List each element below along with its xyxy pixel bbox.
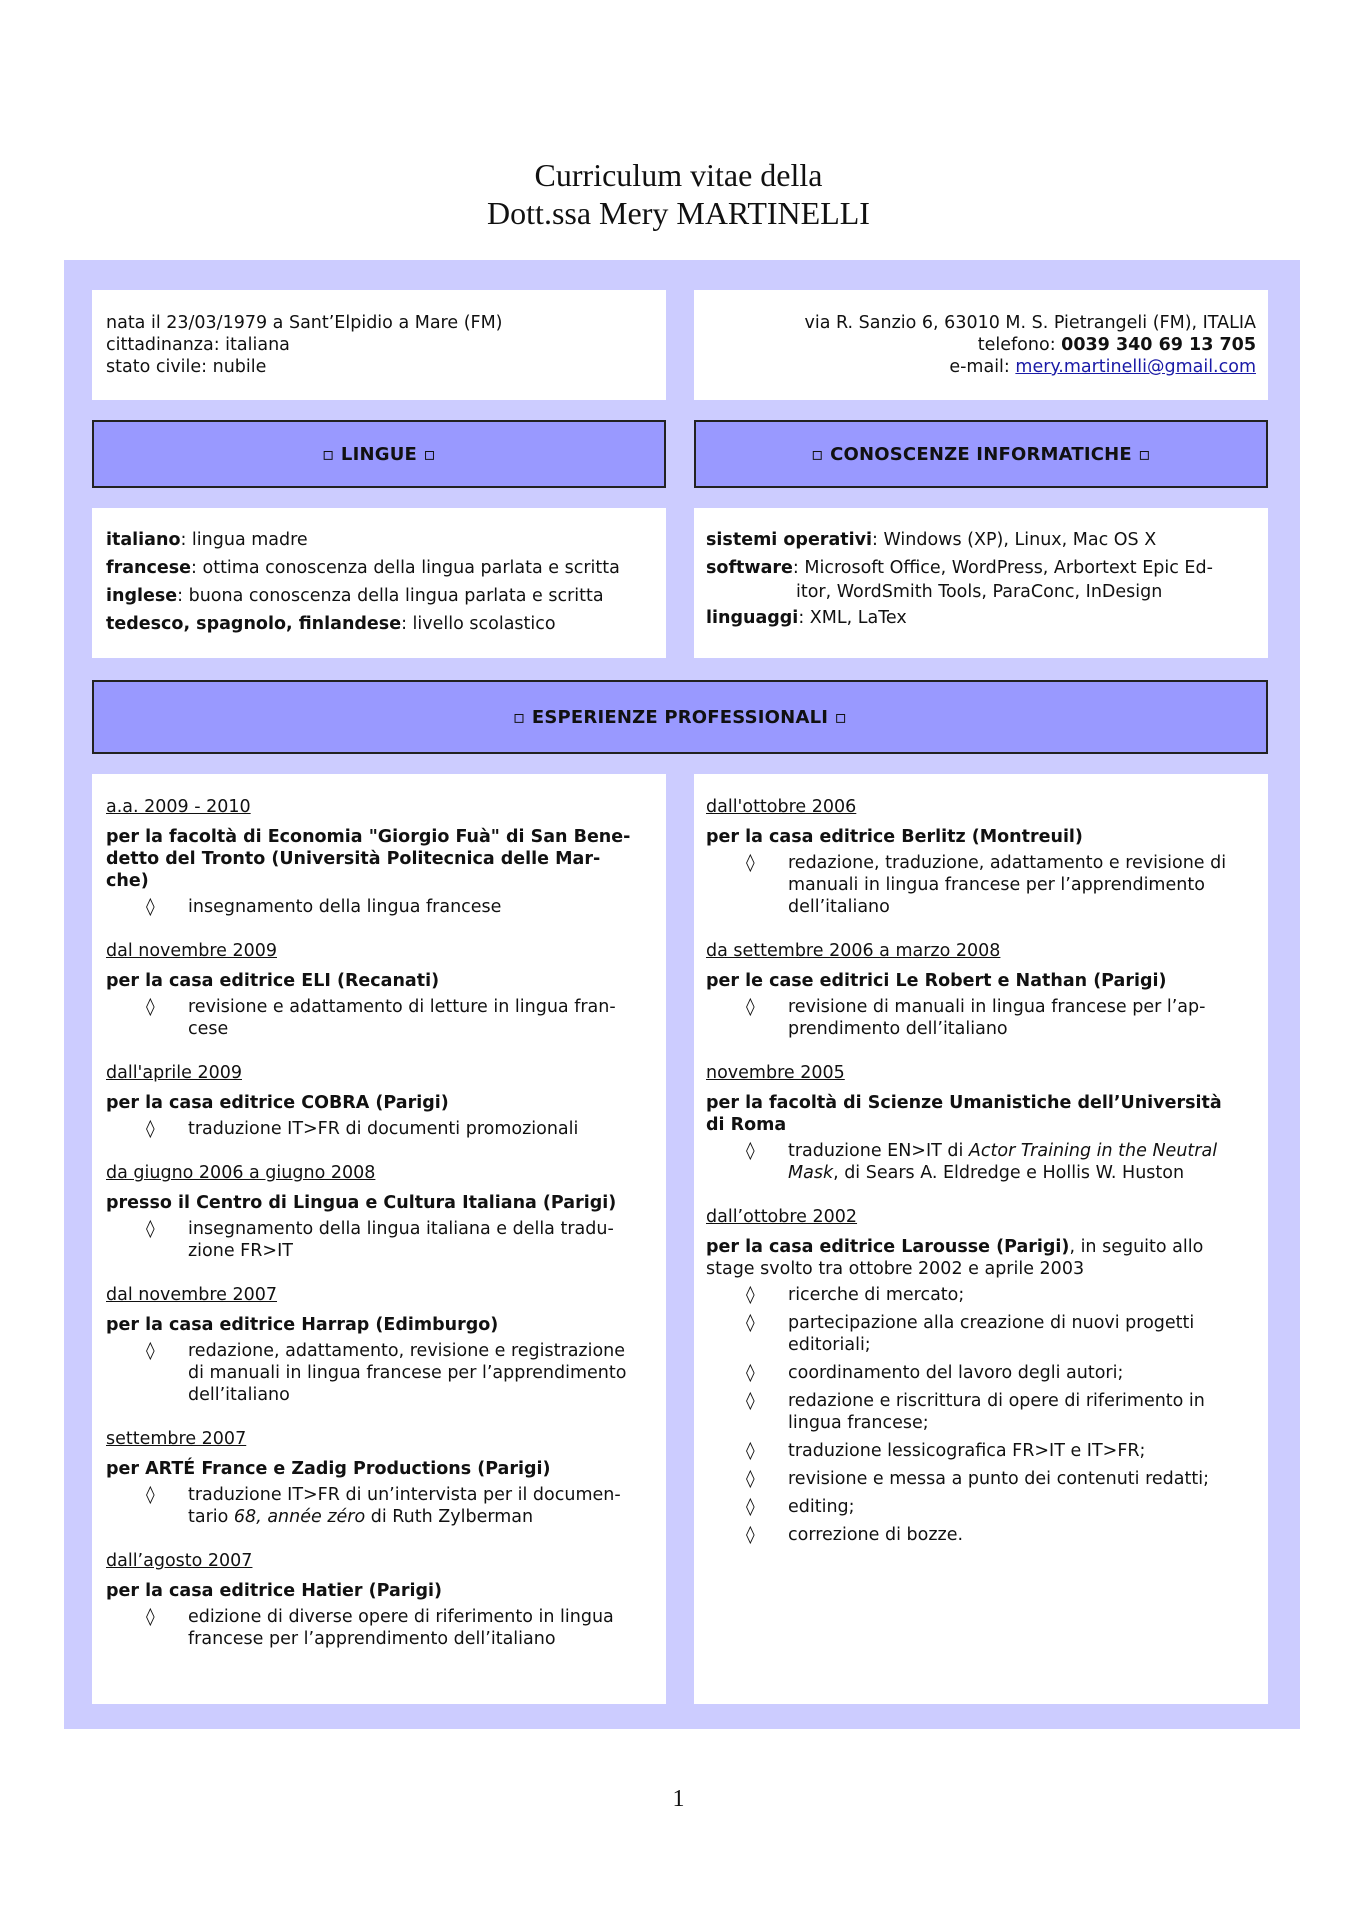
activity-item: ◊ revisione di manuali in lingua francese per l’ap- prendimento dell’italiano [746, 997, 1206, 1039]
activity-item: ◊ correzione di bozze. [746, 1525, 964, 1545]
languages-header: ▫ LINGUE ▫ [92, 420, 666, 488]
activity-list [106, 1218, 652, 1262]
activity-item: ◊ editing; [746, 1497, 855, 1517]
activity-list [706, 852, 1256, 918]
os-row [706, 526, 1254, 554]
programming-languages-label: linguaggi [706, 608, 799, 628]
diamond-bullet-icon: ◊ [746, 997, 755, 1017]
activity-list [106, 1484, 652, 1528]
diamond-bullet-icon: ◊ [746, 1363, 755, 1383]
email-label: e-mail: [949, 357, 1016, 377]
activity-list [106, 1340, 652, 1406]
title-line-2: Dott.ssa Mery MARTINELLI [487, 195, 870, 231]
contact-info-box [694, 290, 1268, 400]
diamond-bullet-icon: ◊ [146, 1485, 155, 1505]
email-link[interactable]: mery.martinelli@gmail.com [1015, 357, 1256, 377]
software-row [706, 556, 1254, 580]
os-text: : Windows (XP), Linux, Mac OS X [872, 530, 1157, 550]
experience-date: da giugno 2006 a giugno 2008 [106, 1163, 376, 1183]
document-title [0, 156, 1357, 232]
activity-list [106, 1606, 652, 1650]
experience-employer: per la casa editrice ELI (Recanati) [106, 971, 440, 991]
experience-entry [706, 796, 1256, 918]
language-name: inglese [106, 586, 178, 606]
experience-employer: per la casa editrice Larousse (Parigi), in seguito allo stage svolto tra ottobre 2002 e aprile 2003 [706, 1237, 1204, 1279]
software-label: software [706, 558, 793, 578]
diamond-bullet-icon: ◊ [746, 1285, 755, 1305]
activity-item: ◊ traduzione IT>FR di documenti promozionali [146, 1119, 579, 1139]
activity-item: ◊ insegnamento della lingua francese [146, 897, 502, 917]
activity-item: ◊ traduzione lessicografica FR>IT e IT>FR; [746, 1441, 1146, 1461]
activity-item: ◊ edizione di diverse opere di riferimento in lingua francese per l’apprendimento dell’italiano [146, 1607, 614, 1649]
language-level: : buona conoscenza della lingua parlata e scritta [177, 586, 604, 606]
page-number: 1 [672, 1786, 685, 1812]
experience-date: a.a. 2009 - 2010 [106, 797, 251, 817]
activity-list [706, 1140, 1256, 1184]
experience-right-list [706, 796, 1256, 1546]
experience-entry [106, 1284, 652, 1406]
language-level: : lingua madre [180, 530, 308, 550]
diamond-bullet-icon: ◊ [146, 1607, 155, 1627]
diamond-bullet-icon: ◊ [746, 1441, 755, 1461]
activity-item: ◊ traduzione EN>IT di Actor Training in the Neutral Mask, di Sears A. Eldredge e Hollis W. Huston [746, 1141, 1218, 1183]
diamond-bullet-icon: ◊ [746, 1391, 755, 1411]
activity-item: ◊ redazione, adattamento, revisione e registrazione di manuali in lingua francese per l’apprendimento dell’italiano [146, 1341, 627, 1405]
diamond-bullet-icon: ◊ [146, 897, 155, 917]
experience-entry [106, 796, 652, 918]
personal-info-box [92, 290, 666, 400]
civil-status-info: stato civile: nubile [106, 357, 267, 377]
activity-item: ◊ redazione e riscrittura di opere di riferimento in lingua francese; [746, 1391, 1205, 1433]
language-name: francese [106, 558, 192, 578]
experience-date: da settembre 2006 a marzo 2008 [706, 941, 1001, 961]
activity-item: ◊ ricerche di mercato; [746, 1285, 965, 1305]
activity-item: ◊ coordinamento del lavoro degli autori; [746, 1363, 1124, 1383]
experience-date: dall'ottobre 2006 [706, 797, 857, 817]
phone-number: 0039 340 69 13 705 [1061, 335, 1256, 355]
activity-item: ◊ revisione e messa a punto dei contenuti redatti; [746, 1469, 1209, 1489]
email-line [706, 356, 1256, 378]
experience-employer: presso il Centro di Lingua e Cultura Italiana (Parigi) [106, 1193, 617, 1213]
birth-info: nata il 23/03/1979 a Sant’Elpidio a Mare (FM) [106, 313, 503, 333]
experience-date: dall’ottobre 2002 [706, 1207, 858, 1227]
experience-employer: per le case editrici Le Robert e Nathan (Parigi) [706, 971, 1167, 991]
languages-box [92, 508, 666, 658]
phone-label: telefono: [977, 335, 1062, 355]
experience-date: novembre 2005 [706, 1063, 845, 1083]
computer-skills-box [694, 508, 1268, 658]
computer-skills-header: ▫ CONOSCENZE INFORMATICHE ▫ [694, 420, 1268, 488]
diamond-bullet-icon: ◊ [146, 1341, 155, 1361]
cv-frame [64, 260, 1300, 1729]
activity-item: ◊ traduzione IT>FR di un’intervista per il documen- tario 68, année zéro di Ruth Zylberman [146, 1485, 621, 1527]
diamond-bullet-icon: ◊ [146, 997, 155, 1017]
activity-list [106, 996, 652, 1040]
activity-item: ◊ insegnamento della lingua italiana e della tradu- zione FR>IT [146, 1219, 614, 1261]
language-name: italiano [106, 530, 181, 550]
experience-employer: per ARTÉ France e Zadig Productions (Parigi) [106, 1459, 551, 1479]
language-row [106, 610, 652, 638]
diamond-bullet-icon: ◊ [746, 1313, 755, 1333]
os-label: sistemi operativi [706, 530, 873, 550]
experience-entry [106, 1162, 652, 1262]
activity-list [706, 996, 1256, 1040]
software-text-2: itor, WordSmith Tools, ParaConc, InDesign [796, 582, 1163, 602]
experience-employer: per la casa editrice Hatier (Parigi) [106, 1581, 442, 1601]
programming-languages-row [706, 604, 1254, 632]
activity-item: ◊ partecipazione alla creazione di nuovi progetti editoriali; [746, 1313, 1195, 1355]
activity-list [706, 1284, 1256, 1546]
diamond-bullet-icon: ◊ [746, 1497, 755, 1517]
activity-list [106, 1118, 652, 1140]
language-level: : ottima conoscenza della lingua parlata e scritta [191, 558, 620, 578]
language-name: tedesco, spagnolo, finlandese [106, 614, 402, 634]
language-row [106, 582, 652, 610]
diamond-bullet-icon: ◊ [146, 1119, 155, 1139]
diamond-bullet-icon: ◊ [746, 1469, 755, 1489]
experience-entry [106, 1550, 652, 1650]
title-line-1: Curriculum vitae della [534, 157, 823, 193]
citizenship-info: cittadinanza: italiana [106, 335, 290, 355]
experience-left-list [106, 796, 652, 1650]
experience-entry [106, 940, 652, 1040]
experience-entry [706, 1062, 1256, 1184]
phone-line [706, 334, 1256, 356]
experience-employer: per la casa editrice Berlitz (Montreuil) [706, 827, 1083, 847]
software-text-1: : Microsoft Office, WordPress, Arbortext Epic Ed- [792, 558, 1213, 578]
diamond-bullet-icon: ◊ [746, 853, 755, 873]
experience-right-box [694, 774, 1268, 1704]
languages-list [106, 526, 652, 638]
language-level: : livello scolastico [401, 614, 556, 634]
experience-entry [106, 1428, 652, 1528]
experience-date: dal novembre 2007 [106, 1285, 278, 1305]
experience-date: settembre 2007 [106, 1429, 247, 1449]
experience-date: dal novembre 2009 [106, 941, 278, 961]
experience-date: dall'aprile 2009 [106, 1063, 242, 1083]
experience-employer: per la casa editrice Harrap (Edimburgo) [106, 1315, 499, 1335]
experience-employer: per la facoltà di Scienze Umanistiche dell’Università di Roma [706, 1093, 1222, 1135]
address: via R. Sanzio 6, 63010 M. S. Pietrangeli (FM), ITALIA [804, 313, 1256, 333]
activity-item: ◊ revisione e adattamento di letture in lingua fran- cese [146, 997, 616, 1039]
diamond-bullet-icon: ◊ [746, 1141, 755, 1161]
language-row [106, 554, 652, 582]
experience-employer: per la casa editrice COBRA (Parigi) [106, 1093, 449, 1113]
language-row [106, 526, 652, 554]
diamond-bullet-icon: ◊ [146, 1219, 155, 1239]
experience-date: dall’agosto 2007 [106, 1551, 253, 1571]
experience-employer: per la facoltà di Economia "Giorgio Fuà" di San Bene- detto del Tronto (Università Politecnica delle Mar- che) [106, 827, 631, 891]
programming-languages-text: : XML, LaTex [798, 608, 907, 628]
experience-entry [706, 940, 1256, 1040]
experience-entry [106, 1062, 652, 1140]
activity-list [106, 896, 652, 918]
experience-left-box [92, 774, 666, 1704]
experience-entry [706, 1206, 1256, 1546]
activity-item: ◊ redazione, traduzione, adattamento e revisione di manuali in lingua francese per l’apprendimento dell’italiano [746, 853, 1227, 917]
experience-header: ▫ ESPERIENZE PROFESSIONALI ▫ [92, 680, 1268, 754]
diamond-bullet-icon: ◊ [746, 1525, 755, 1545]
experience-employer-note: , in seguito allo stage svolto tra ottobre 2002 e aprile 2003 [706, 1237, 1204, 1279]
